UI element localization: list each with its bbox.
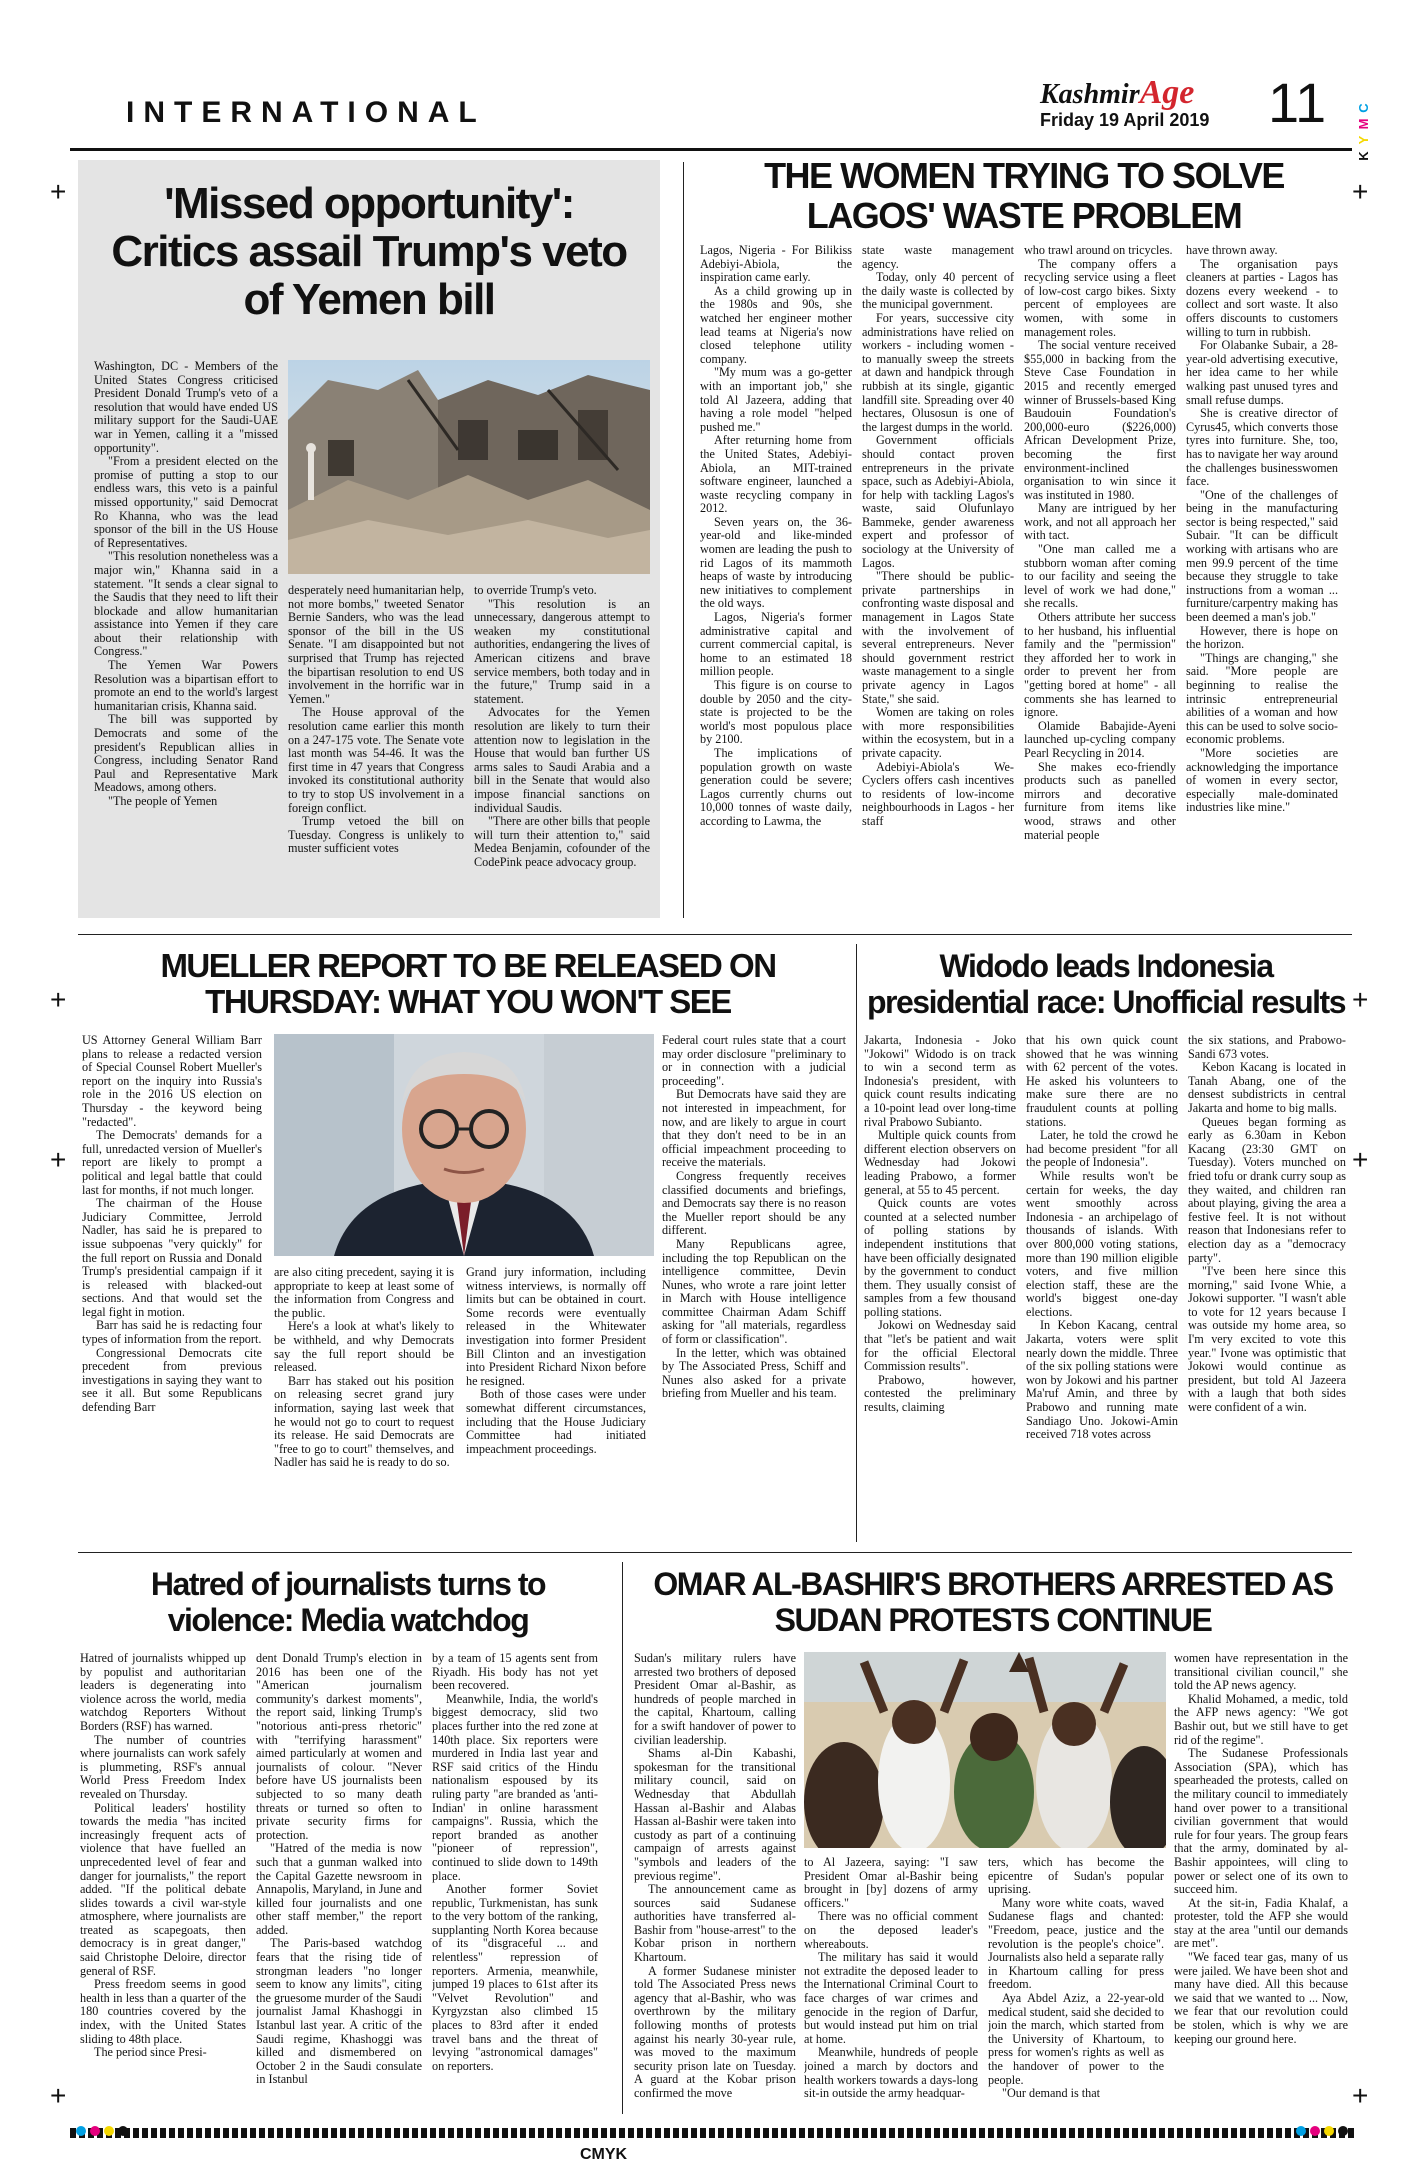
article-paragraph: have thrown away. [1186, 244, 1278, 257]
article-paragraph: ters, which has become the epicentre of Sudan's popular uprising. [988, 1856, 1164, 1897]
article-paragraph: Here's a look at what's likely to be withheld, and why Democrats say the full report should be released. [274, 1319, 454, 1375]
article-paragraph: Later, he told the crowd he had become president "for all the people of Indonesia". [1026, 1128, 1178, 1170]
article-paragraph: US Attorney General William Barr plans to release a redacted version of Special Counsel Robert Mueller's report on the inquiry into Russia's role in the 2016 US election on Thursday - the keyword being "redacted". [82, 1034, 262, 1129]
article-paragraph: Washington, DC - Members of the United States Congress criticised President Donald Trump's veto of a resolution that would have ended US military support for the Saudi-UAE war in Yemen, calling it a "missed opportunity". [94, 360, 278, 455]
article-paragraph: Olamide Babajide-Ayeni launched up-cycling company Pearl Recycling in 2014. [1024, 718, 1176, 760]
article-paragraph: The chairman of the House Judiciary Committee, Jerrold Nadler, has said he is prepared to issue subpoenas "very quickly" for the full report on Russia and Donald Trump's presidential campaign if it is released with blacked-out sections. And that would set the legal fight in motion. [82, 1196, 262, 1319]
article-paragraph: Press freedom seems in good health in less than a quarter of the 180 countries covered by the index, with the United States sliding to 48th place. [80, 1977, 246, 2046]
page-number: 11 [1268, 71, 1327, 134]
article-column [988, 1856, 1164, 2110]
article-paragraph: Barr has said he is redacting four types of information from the report. [82, 1318, 262, 1347]
article-paragraph: She makes eco-friendly products such as panelled mirrors and decorative furniture from items like wood, straws and other material people [1024, 759, 1176, 842]
article-rsf [78, 1562, 618, 2114]
article-paragraph: to override Trump's veto. [474, 584, 597, 597]
article-paragraph: Quick counts are votes counted at a selected number of polling stations by independent institutions that have been officially designated by the government to conduct them. They usually consist of samples from a few thousand polling stations. [864, 1196, 1016, 1319]
article-paragraph: desperately need humanitarian help, not more bombs," tweeted Senator Bernie Sanders, who was the lead sponsor of the bill in the US Senate. "I am disappointed but not surprised that Trump has rejected the bipartisan resolution to end US involvement in the horrific war in Yemen." [288, 584, 464, 706]
article-paragraph: At the sit-in, Fadia Khalaf, a protester, told the AFP she would stay at the area "until our demands are met". [1174, 1895, 1348, 1951]
article-headline: Hatred of journalists turns to violence: Media watchdog [150, 1566, 546, 1638]
column-divider [856, 944, 857, 1542]
article-paragraph: who trawl around on tricycles. [1024, 244, 1173, 257]
article-paragraph: Advocates for the Yemen resolution are likely to turn their attention now to legislation in the House that would ban further US arms sales to Saudi Arabia and a bill in the Senate that would also impose financial sanctions on individual Saudis. [474, 705, 650, 815]
article-paragraph: Shams al-Din Kabashi, spokesman for the transitional military council, said on Wednesday that Abdullah Hassan al-Bashir and Alabas Hassan al-Bashir were taken into custody as part of a continuing campaign of arrests against "symbols and leaders of the previous regime". [634, 1746, 796, 1883]
article-paragraph: The social venture received $55,000 in backing from the Steve Case Foundation in 2015 and recently emerged winner of Brussels-based King Baudouin Foundation's 200,000-euro ($226,000) African Development Prize, becoming the first environment-inclined organisation to win since it was instituted in 1980. [1024, 338, 1176, 502]
footer-color-bar [70, 2128, 1354, 2138]
article-paragraph: The implications of population growth on waste generation could be severe; Lagos currently churns out 10,000 tonnes of waste daily, according to Lawma, the [700, 745, 852, 828]
article-paragraph: Women are taking on roles with more responsibilities within the ecosystem, but in a private capacity. [862, 705, 1014, 760]
article-paragraph: Lagos, Nigeria's former administrative capital and current commercial capital, is home to an estimated 18 million people. [700, 610, 852, 679]
article-paragraph: Khalid Mohamed, a medic, told the AFP news agency: "We got Bashir out, but we still have to get rid of the regime". [1174, 1691, 1348, 1747]
article-paragraph: "Hatred of the media is now such that a gunman walked into the Capital Gazette newsroom in Annapolis, Maryland, in June and killed four journalists and one other staff member," the report added. [256, 1841, 422, 1937]
article-paragraph: "There are other bills that people will turn their attention to," said Medea Benjamin, cofounder of the CodePink peace advocacy group. [474, 814, 650, 869]
article-column [80, 1652, 246, 2110]
column-divider [683, 162, 684, 918]
article-paragraph: Prabowo, however, contested the preliminary results, claiming [864, 1372, 1016, 1415]
article-paragraph: However, there is hope on the horizon. [1186, 623, 1338, 652]
article-column [256, 1652, 422, 2110]
article-paragraph: "Things are changing," she said. "More people are beginning to realise the intrinsic entrepreneurial abilities of a woman and how this can be used to solve socio-economic problems. [1186, 650, 1338, 747]
article-sudan [628, 1562, 1352, 2114]
man-portrait-photo [274, 1034, 654, 1256]
article-column [288, 584, 464, 906]
article-headline: Widodo leads Indonesia presidential race: Unofficial results [867, 948, 1345, 1020]
article-headline: MUELLER REPORT TO BE RELEASED ON THURSDAY: WHAT YOU WON'T SEE [160, 947, 776, 1020]
article-paragraph: The military has said it would not extradite the deposed leader to the International Criminal Court to face charges of war crimes and genocide in the region of Darfur, but would instead put him on trial at home. [804, 1950, 978, 2046]
article-paragraph: As a child growing up in the 1980s and 90s, she watched her engineer mother lead teams at Nigeria's now closed telephone utility company. [700, 283, 852, 366]
article-paragraph: by a team of 15 agents sent from Riyadh. His body has not yet been recovered. [432, 1652, 598, 1693]
article-paragraph: Government officials should contact proven entrepreneurs in the private space, such as Adebiyi-Abiola, for help with tackling Lagos's waste, said Olufunlayo Bammeke, gender awareness expert and professor of sociology at the University of Lagos. [862, 433, 1014, 570]
article-mueller [78, 944, 852, 1542]
article-paragraph: The company offers a recycling service using a fleet of low-cost cargo bikes. Sixty percent of employees are women, with some in management roles. [1024, 256, 1176, 339]
article-paragraph: The Yemen War Powers Resolution was a bipartisan effort to promote an end to the world's largest humanitarian crisis, Khanna said. [94, 658, 278, 713]
article-paragraph: The announcement came as sources said Sudanese authorities have transferred al-Bashir from "house-arrest" to the Kobar prison in northern Khartoum. [634, 1882, 796, 1965]
registration-mark-icon: + [50, 2080, 67, 2111]
registration-mark-icon: + [1352, 1144, 1369, 1175]
article-column [700, 244, 852, 916]
article-column [864, 1034, 1016, 1534]
issue-date: Friday 19 April 2019 [1040, 110, 1210, 130]
article-paragraph: While results won't be certain for weeks, the day went smoothly across Indonesia - an archipelago of thousands of islands. With over 800,000 voting stations, more than 190 million eligible voters, and five million election staff, these are the world's biggest one-day elections. [1026, 1168, 1178, 1319]
article-column [274, 1266, 454, 1534]
article-paragraph: "From a president elected on the promise of putting a stop to our endless wars, this veto is a painful missed opportunity," said Democrat Ro Khanna, who was the lead sponsor of the bill in the US House of Representatives. [94, 454, 278, 550]
article-paragraph: Another former Soviet republic, Turkmenistan, has sunk to the very bottom of the ranking, supplanting North Korea because of its "disgraceful ... and relentless" repression of reporters. Armenia, meanwhile, jumped 19 places to 61st after its "Velvet Revolution" and Kyrgyzstan also climbed 15 places to 83rd after it ended travel bans and the threat of levying "astronomical damages" on reporters. [432, 1882, 598, 2073]
brand-name-accent: Age [1139, 74, 1195, 111]
registration-mark-icon: + [1352, 2080, 1369, 2111]
destroyed-buildings-photo [288, 360, 650, 574]
article-paragraph: There was no official comment on the deposed leader's whereabouts. [804, 1909, 978, 1951]
article-headline: OMAR AL-BASHIR'S BROTHERS ARRESTED AS SUDAN PROTESTS CONTINUE [653, 1566, 1333, 1638]
article-paragraph: the six stations, and Prabowo-Sandi 673 votes. [1188, 1034, 1346, 1061]
article-paragraph: that his own quick count showed that he was winning with 62 percent of the votes. He asked his volunteers to make sure there are no fraudulent counts at polling stations. [1026, 1034, 1178, 1129]
article-column [466, 1266, 646, 1534]
article-headline: 'Missed opportunity': Critics assail Trump's veto of Yemen bill [111, 179, 627, 324]
article-yemen [78, 160, 660, 918]
article-paragraph: Hatred of journalists whipped up by populist and authoritarian leaders is degenerating into violence across the world, media watchdog Reporters Without Borders (RSF) has warned. [80, 1652, 246, 1733]
article-paragraph: women have representation in the transitional civilian council," she told the AP news agency. [1174, 1652, 1348, 1693]
article-paragraph: "One of the challenges of being in the manufacturing sector is being respected," said Subair. "It can be difficult working with artisans who are men 99.9 percent of the time because they struggle to take instructions from a woman ... furniture/carpentry making has been deemed a man's job." [1186, 487, 1338, 625]
article-paragraph: Meanwhile, hundreds of people joined a march by doctors and health workers towards a days-long sit-in outside the army headquar- [804, 2045, 978, 2101]
article-paragraph: The Sudanese Professionals Association (SPA), which has spearheaded the protests, called on the military council to immediately hand over power to a transitional civilian government that would rule for four years. The group fears that the army, dominated by al-Bashir appointees, will cling to power or select one of its own to succeed him. [1174, 1746, 1348, 1897]
section-divider [78, 934, 1352, 935]
article-paragraph: "This resolution nonetheless was a major win," Khanna said in a statement. "It sends a clear signal to the Saudis that they need to lift their blockade and allow humanitarian assistance into Yemen if they care about their relationship with Congress." [94, 549, 278, 659]
registration-mark-icon: + [1352, 176, 1369, 207]
article-paragraph: Many are intrigued by her work, and not all approach her with tact. [1024, 501, 1176, 543]
column-divider [622, 1562, 623, 2114]
article-column [82, 1034, 262, 1534]
registration-mark-icon: + [50, 1144, 67, 1175]
article-paragraph: "One man called me a stubborn woman after coming to our facility and seeing the level of work we had done," she recalls. [1024, 542, 1176, 611]
article-column [1024, 244, 1176, 916]
article-paragraph: Meanwhile, India, the world's biggest democracy, slid two places further into the red zone at 140th place. Six reporters were murdered in India last year and RSF said critics of the Hindu nationalism espoused by its ruling party "are branded as 'anti-Indian' in online harassment campaigns". Russia, which the report branded as another "pioneer of repression", continued to slide down to 149th place. [432, 1691, 598, 1883]
article-paragraph: "More societies are acknowledging the importance of women in every sector, especially male-dominated industries like mine." [1186, 745, 1338, 815]
article-paragraph: Adebiyi-Abiola's We-Cyclers offers cash incentives to residents of low-income neighbourhoods in Lagos - her staff [862, 759, 1014, 828]
article-paragraph: This figure is on course to double by 2050 and the city-state is projected to be the world's most populous place by 2100. [700, 678, 852, 747]
article-paragraph: "There should be public-private partnerships in confronting waste disposal and management in Lagos State with the involvement of several entrepreneurs. Never should government restrict waste management to a single private agency in Lagos State," she said. [862, 569, 1014, 706]
article-paragraph: Lagos, Nigeria - For Bilikiss Adebiyi-Abiola, the inspiration came early. [700, 244, 852, 285]
article-paragraph: The period since Presi- [94, 2045, 207, 2060]
article-paragraph: "The people of Yemen [108, 794, 218, 808]
article-paragraph: "Our demand is that [1002, 2086, 1101, 2101]
article-paragraph: For Olabanke Subair, a 28-year-old advertising executive, her idea came to her while walking past unused tyres and small refuse dumps. [1186, 338, 1338, 407]
article-headline: THE WOMEN TRYING TO SOLVE LAGOS' WASTE PROBLEM [764, 155, 1284, 236]
article-column [432, 1652, 598, 2110]
article-paragraph: Aya Abdel Aziz, a 22-year-old medical student, said she decided to join the march, which started from the University of Khartoum, to press for women's rights as well as the handover of power to the people. [988, 1990, 1164, 2087]
article-paragraph: The organisation pays cleaners at parties - Lagos has dozens every weekend - to collect and sort waste. It also offers discounts to customers willing to turn in rubbish. [1186, 256, 1338, 339]
article-widodo [860, 944, 1352, 1542]
article-paragraph: Seven years on, the 36-year-old and like-minded women are leading the push to rid Lagos of its mammoth heaps of waste by introducing new initiatives to complement the old ways. [700, 514, 852, 611]
article-paragraph: Queues began forming as early as 6.30am in Kebon Kacang (23:30 GMT on Tuesday). Voters munched on fried tofu or drank curry soup as they waited, and children ran about playing, giving the area a festive feel. It is not without reason that Indonesians refer to election day as a "democracy party". [1188, 1114, 1346, 1265]
article-paragraph: She is creative director of Cyrus45, which converts those tyres into furniture. She, too, has to navigate her way around the challenges businesswomen face. [1186, 406, 1338, 489]
registration-mark-icon: + [50, 176, 67, 207]
article-paragraph: The Paris-based watchdog fears that the rising tide of strongman leaders "no longer seem to know any limits", citing the gruesome murder of the Saudi journalist Jamal Khashoggi in Istanbul last year. A critic of the Saudi regime, Khashoggi was killed and dismembered on October 2 in the Saudi consulate in Istanbul [256, 1936, 422, 2087]
cmyk-marker-bottom: CMYK [580, 2146, 628, 2163]
article-paragraph: After returning home from the United States, Adebiyi-Abiola, an MIT-trained software engineer, launched a waste recycling company in 2012. [700, 433, 852, 516]
article-paragraph: "We faced tear gas, many of us were jailed. We have been shot and many have died. All this because we said that we wanted to ... Now, we fear that our revolution could be stolen, which is why we are keeping our ground here. [1174, 1950, 1348, 2046]
article-column [1174, 1652, 1348, 2110]
masthead-rule [70, 148, 1352, 151]
brand-name: Kashmir [1040, 79, 1140, 110]
article-paragraph: "My mum was a go-getter with an important job," she told Al Jazeera, adding that having a role model "helped pushed me." [700, 365, 852, 434]
article-paragraph: The Democrats' demands for a full, unredacted version of Mueller's report are likely to prompt a political and legal battle that could last for months, if not much longer. [82, 1128, 262, 1197]
article-paragraph: Trump vetoed the bill on Tuesday. Congress is unlikely to muster sufficient votes [288, 814, 464, 856]
article-paragraph: Both of those cases were under somewhat different circumstances, including that the House Judiciary Committee had initiated impeachment proceedings. [466, 1387, 646, 1456]
article-paragraph: A former Sudanese minister told The Associated Press news agency that al-Bashir, who was overthrown by the military following months of protests against his nearly 30-year rule, was moved to the maximum security prison late on Tuesday. A guard at the Kobar prison confirmed the move [634, 1963, 796, 2100]
section-label: INTERNATIONAL [126, 96, 486, 129]
article-paragraph: Jokowi on Wednesday said that "let's be patient and wait for the official Electoral Commission results". [864, 1318, 1016, 1374]
article-paragraph: The bill was supported by Democrats and some of the president's Republican allies in Congress, including Senator Rand Paul and Representative Mark Meadows, among others. [94, 712, 278, 795]
article-column [1186, 244, 1338, 916]
article-paragraph: "I've been here since this morning," said Ivone Whie, a Jokowi supporter. "I wasn't able to vote for 12 years because I was outside my home area, so I'm very excited to vote this year." Ivone was optimistic that Jokowi would continue as president, but told Al Jazeera with a laugh that both sides were confident of a win. [1188, 1264, 1346, 1415]
article-paragraph: are also citing precedent, saying it is appropriate to keep at least some of the information from Congress and the public. [274, 1266, 454, 1320]
article-paragraph: The number of countries where journalists can work safely is plummeting, RSF's annual World Press Freedom Index revealed on Thursday. [80, 1732, 246, 1801]
article-column [1026, 1034, 1178, 1534]
article-paragraph: Grand jury information, including witness interviews, is normally off limits but can be obtained in court. Some records were eventually released in the Whitewater investigation into former President Bill Clinton and an investigation into President Richard Nixon before he resigned. [466, 1266, 646, 1388]
article-paragraph: Multiple quick counts from different election observers on Wednesday had Jokowi leading Prabowo, a former general, at 55 to 45 percent. [864, 1128, 1016, 1197]
article-paragraph: Congressional Democrats cite precedent from previous investigations in saying they want to see it all. But some Republicans defending Barr [82, 1345, 262, 1415]
article-column [804, 1856, 978, 2110]
article-column [474, 584, 650, 906]
article-column [94, 360, 278, 906]
article-paragraph: The House approval of the resolution came earlier this month on a 247-175 vote. The Senate vote last month was 54-46. It was the first time in 47 years that Congress invoked its constitutional authority to try to stop US involvement in a foreign conflict. [288, 705, 464, 815]
article-paragraph: Barr has staked out his position on releasing secret grand jury information, saying last week that he would not go to court to request its release. He said Democrats are "free to go to court" themselves, and Nadler has said he is ready to do so. [274, 1373, 454, 1470]
article-paragraph: state waste management agency. [862, 244, 1014, 271]
article-paragraph: For years, successive city administrations have relied on workers - including women - to manually sweep the streets at dawn and handpick through rubbish at its single, gigantic landfill site. Spreading over 40 hectares, Olusosun is one of the largest dumps in the world. [862, 310, 1014, 434]
protest-crowd-photo [804, 1652, 1166, 1848]
footer-color-dots [1296, 2126, 1348, 2136]
article-paragraph: Many Republicans agree, including the top Republican on the intelligence committee, Devin Nunes, who wrote a rare joint letter in March with House intelligence committee Chairman Adam Schiff asking for "all materials, regardless of form or classification". [662, 1236, 846, 1347]
registration-mark-icon: + [1352, 984, 1369, 1015]
article-paragraph: Political leaders' hostility towards the media "has incited increasingly frequent acts of violence that have fuelled an unprecedented level of fear and danger for journalists," the report added. "If the political debate slides towards a civil war-style atmosphere, where journalists are treated as scapegoats, then democracy is in great danger," said Christophe Deloire, director general of RSF. [80, 1800, 246, 1978]
section-divider [78, 1552, 1352, 1553]
article-paragraph: to Al Jazeera, saying: "I saw President Omar al-Bashir being brought in [by] dozens of army officers." [804, 1856, 978, 1910]
newspaper-logo [1040, 74, 1194, 112]
article-paragraph: Others attribute her success to her husband, his influential family and the "permission" they afforded her to work in order to prevent her from "getting bored at home" - all comments she has learned to ignore. [1024, 610, 1176, 720]
article-paragraph: Congress frequently receives classified documents and briefings, and Democrats say there is no reason the Mueller report should be any different. [662, 1168, 846, 1238]
article-paragraph: Federal court rules state that a court may order disclosure "preliminary to or in connection with a judicial proceeding". [662, 1034, 846, 1088]
article-column [634, 1652, 796, 2110]
registration-mark-icon: + [50, 984, 67, 1015]
article-paragraph: In Kebon Kacang, central Jakarta, voters were split nearly down the middle. Three of the six polling stations were won by Jokowi and his partner Ma'ruf Amin, and three by Prabowo and running mate Sandiago Uno. Jokowi-Amin received 718 votes across [1026, 1318, 1178, 1442]
article-column [662, 1034, 846, 1534]
article-paragraph: Many wore white coats, waved Sudanese flags and chanted: "Freedom, peace, justice and the revolution is the people's choice". Journalists also held a separate rally in Khartoum calling for press freedom. [988, 1895, 1164, 1992]
article-lagos [696, 156, 1352, 918]
article-paragraph: Today, only 40 percent of the daily waste is collected by the municipal government. [862, 270, 1014, 312]
article-paragraph: "This resolution is an unnecessary, dangerous attempt to weaken my constitutional authorities, endangering the lives of American citizens and brave service members, both today and in the future," Trump said in a statement. [474, 596, 650, 706]
article-paragraph: Jakarta, Indonesia - Joko "Jokowi" Widodo is on track to win a second term as Indonesia's president, with quick count results indicating a 10-point lead over long-time rival Prabowo Subianto. [864, 1034, 1016, 1129]
cmyk-marker-top: C M Y K [1356, 103, 1371, 161]
article-column [862, 244, 1014, 916]
article-column [1188, 1034, 1346, 1534]
article-paragraph: dent Donald Trump's election in 2016 has been one of the "American journalism community's darkest moments", the report said, linking Trump's "notorious anti-press rhetoric" with "terrifying harassment" aimed particularly at women and journalists of colour. "Never before have US journalists been subjected to so many death threats or turned so often to private security firms for protection. [256, 1652, 422, 1842]
article-paragraph: In the letter, which was obtained by The Associated Press, Schiff and Nunes also asked for a private briefing from Mueller and his team. [662, 1345, 846, 1401]
article-paragraph: But Democrats have said they are not interested in impeachment, for now, and are likely to argue in court that they don't need to be in an official impeachment proceeding to receive the materials. [662, 1087, 846, 1170]
article-paragraph: Sudan's military rulers have arrested two brothers of deposed President Omar al-Bashir, as hundreds of people marched in the capital, Khartoum, calling for a swift handover of power to civilian leadership. [634, 1652, 796, 1747]
footer-color-dots [76, 2126, 128, 2136]
article-paragraph: Kebon Kacang is located in Tanah Abang, one of the densest subdistricts in central Jakarta and home to big malls. [1188, 1060, 1346, 1115]
